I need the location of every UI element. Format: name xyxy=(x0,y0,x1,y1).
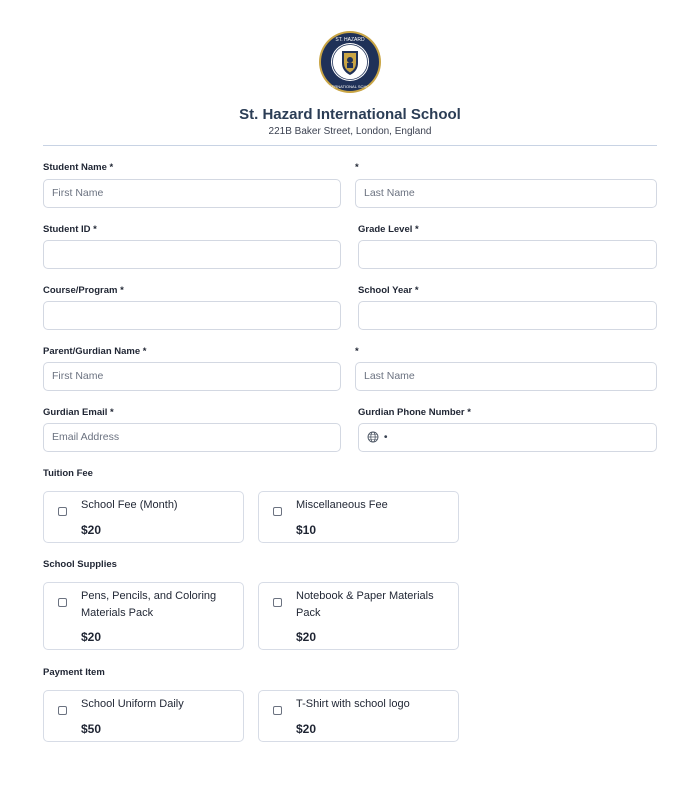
header-divider xyxy=(43,145,657,146)
guardian-phone-label: Gurdian Phone Number * xyxy=(358,407,471,418)
pens-pencils-checkbox[interactable] xyxy=(58,598,67,607)
school-name: St. Hazard International School xyxy=(239,106,461,123)
globe-icon[interactable] xyxy=(367,431,379,443)
school-year-input[interactable] xyxy=(358,301,657,330)
tuition-option-school-fee[interactable] xyxy=(43,491,244,543)
supplies-option-pens-pencils[interactable] xyxy=(43,582,244,650)
parent-first-name-input[interactable]: First Name xyxy=(43,362,341,391)
payment-option-tshirt[interactable] xyxy=(258,690,459,742)
svg-text:ST. HAZARD: ST. HAZARD xyxy=(335,37,365,43)
school-address: 221B Baker Street, London, England xyxy=(268,126,432,137)
student-first-name-input[interactable]: First Name xyxy=(43,179,341,208)
notebook-price: $20 xyxy=(296,630,317,644)
student-last-name-input[interactable]: Last Name xyxy=(355,179,657,208)
tshirt-checkbox[interactable] xyxy=(273,706,282,715)
school-uniform-price: $50 xyxy=(81,722,102,736)
tuition-option-miscellaneous-fee[interactable] xyxy=(258,491,459,543)
school-fee-label: School Fee (Month) xyxy=(81,499,178,511)
notebook-checkbox[interactable] xyxy=(273,598,282,607)
phone-country-code: • xyxy=(383,431,388,443)
payment-option-school-uniform[interactable] xyxy=(43,690,244,742)
guardian-email-input[interactable]: Email Address xyxy=(43,423,341,452)
school-fee-price: $20 xyxy=(81,523,102,537)
notebook-label: Notebook & Paper Materials Pack xyxy=(296,590,434,619)
miscellaneous-fee-price: $10 xyxy=(296,523,317,537)
student-last-name-label: * xyxy=(355,162,359,173)
parent-name-label: Parent/Gurdian Name * xyxy=(43,346,147,357)
student-id-label: Student ID * xyxy=(43,224,97,235)
payment-item-title: Payment Item xyxy=(43,667,105,678)
miscellaneous-fee-label: Miscellaneous Fee xyxy=(296,499,388,511)
tshirt-price: $20 xyxy=(296,722,317,736)
school-uniform-label: School Uniform Daily xyxy=(81,698,184,710)
supplies-option-notebook[interactable] xyxy=(258,582,459,650)
school-supplies-title: School Supplies xyxy=(43,559,117,570)
grade-level-input[interactable] xyxy=(358,240,657,269)
guardian-email-label: Gurdian Email * xyxy=(43,407,114,418)
school-year-label: School Year * xyxy=(358,285,419,296)
school-fee-checkbox[interactable] xyxy=(58,507,67,516)
school-crest-logo xyxy=(318,30,382,94)
parent-last-name-input[interactable]: Last Name xyxy=(355,362,657,391)
svg-text:INTERNATIONAL SCHOOL: INTERNATIONAL SCHOOL xyxy=(325,84,375,89)
student-id-input[interactable] xyxy=(43,240,341,269)
grade-level-label: Grade Level * xyxy=(358,224,419,235)
tshirt-label: T-Shirt with school logo xyxy=(296,698,410,710)
guardian-phone-input[interactable] xyxy=(358,423,657,452)
school-uniform-checkbox[interactable] xyxy=(58,706,67,715)
tuition-fee-title: Tuition Fee xyxy=(43,468,93,479)
course-program-label: Course/Program * xyxy=(43,285,124,296)
miscellaneous-fee-checkbox[interactable] xyxy=(273,507,282,516)
pens-pencils-label: Pens, Pencils, and Coloring Materials Pack xyxy=(81,590,217,619)
student-name-label: Student Name * xyxy=(43,162,114,173)
pens-pencils-price: $20 xyxy=(81,630,102,644)
parent-last-name-label: * xyxy=(355,346,359,357)
course-program-input[interactable] xyxy=(43,301,341,330)
